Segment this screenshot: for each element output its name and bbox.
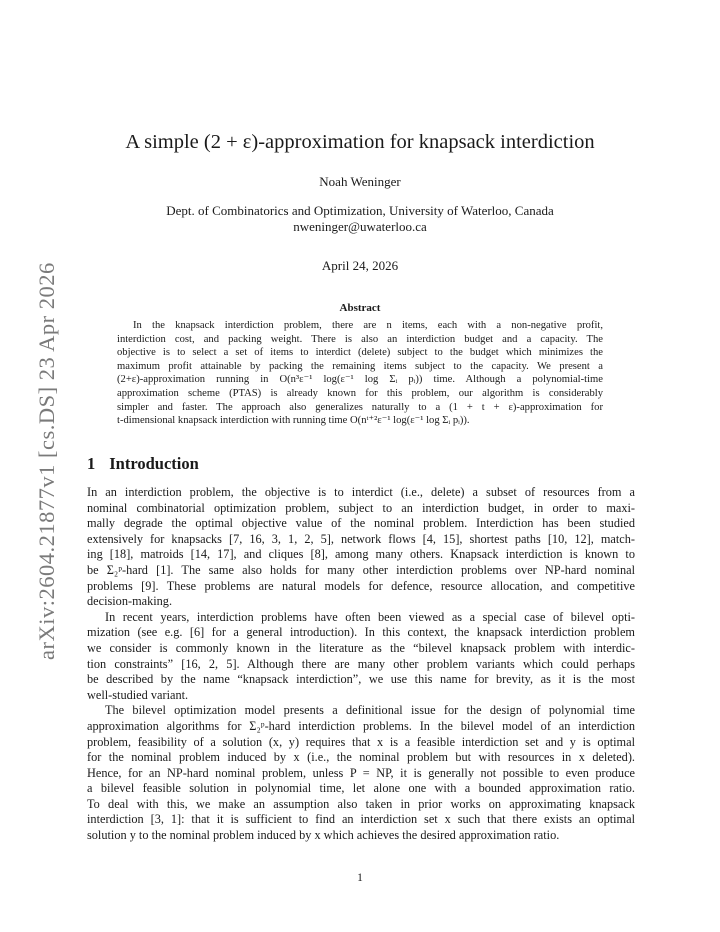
paragraph-line: mization (see e.g. [6] for a general introduction). In this context, the knapsack interdiction problem: [87, 625, 635, 640]
abstract-line: In the knapsack interdiction problem, there are n items, each with a non-negative profit,: [133, 320, 603, 331]
paragraph-line: tion constraints” [16, 2, 5]. Although there are many other problem variants which could perhaps: [87, 656, 635, 671]
paragraph-line: In recent years, interdiction problems have often been viewed as a special case of bilevel opti-: [105, 609, 635, 624]
paragraph-line: be Σ₂ᵖ-hard [1]. The same also holds for many other interdiction problems over NP-hard nominal: [87, 562, 635, 577]
paragraph-line: In an interdiction problem, the objective is to interdict (i.e., delete) a subset of resources from a: [87, 485, 635, 499]
paragraph-line: interdiction [3, 1]: that it is sufficient to find an interdiction set x such that there exists an optimal: [87, 812, 635, 827]
page-number: 1: [357, 872, 363, 884]
abstract-heading: Abstract: [339, 302, 381, 314]
paragraph-line: solution y to the nominal problem induced by x which achieves the desired approximation ratio.: [87, 828, 560, 843]
abstract-line: simpler and faster. The approach also generalizes naturally to a (1 + t + ε)-approximation for: [117, 401, 603, 413]
paragraph-line: well-studied variant.: [87, 687, 189, 702]
paragraph-line: be described by the name “knapsack interdiction”, we use this name for brevity, as it is the most: [87, 672, 635, 687]
paragraph-line: a bilevel feasible solution in polynomial time, let alone one with a bounded approximation ratio.: [87, 781, 635, 796]
abstract-line: interdiction cost, and packing weight. There is also an interdiction budget and a capacity. The: [117, 333, 603, 345]
author-name: Noah Weninger: [319, 174, 401, 189]
paragraph-line: To deal with this, we make an assumption also taken in prior works on approximating knapsack: [87, 796, 635, 811]
paragraph-line: for the nominal problem induced by x (i.e., the nominal problem but with resources in x deleted).: [87, 750, 635, 765]
section-title: Introduction: [109, 454, 199, 473]
introduction-body: [87, 485, 635, 844]
paragraph-line: extensively for knapsacks [7, 16, 3, 1, 2, 5], network flows [4, 15], shortest paths [10, 12], match-: [87, 531, 635, 546]
paragraph-line: problem, feasibility of a solution (x, y) requires that x is a feasible interdiction set and y is optimal: [87, 734, 635, 749]
paragraph-line: The bilevel optimization model presents a definitional issue for the design of polynomial time: [105, 703, 635, 718]
paragraph-line: decision-making.: [87, 594, 173, 609]
affiliation-text: Dept. of Combinatorics and Optimization, University of Waterloo, Canada: [166, 203, 554, 218]
author-affiliation: [0, 203, 720, 235]
paragraph-line: nominal combinatorial optimization problem, subject to an interdiction budget, in order to maxi-: [87, 500, 635, 515]
paper-title: A simple (2 + ε)-approximation for knapsack interdiction: [125, 131, 595, 153]
paragraph-line: we consider is commonly known in the literature as the “bilevel knapsack problem with interdic-: [87, 640, 635, 655]
paragraph-line: mally degrade the optimal objective value of the nominal problem. Interdiction has been studied: [87, 516, 635, 531]
abstract-line: t-dimensional knapsack interdiction with running time O(nᵗ⁺²ε⁻¹ log(ε⁻¹ log Σᵢ pᵢ)).: [117, 415, 470, 427]
paper-date: April 24, 2026: [321, 258, 399, 273]
abstract-line: (2+ε)-approximation running in O(n³ε⁻¹ log(ε⁻¹ log Σᵢ pᵢ)) time. Although a polynomial-time: [117, 374, 603, 386]
paragraph-line: problems [9]. These problems are natural models for defence, resource allocation, and competitive: [87, 578, 635, 593]
abstract-line: objective is to select a set of items to interdict (delete) subject to the budget which minimizes the: [117, 347, 603, 359]
paragraph-line: Hence, for an NP-hard nominal problem, unless P = NP, it is generally not possible to even produce: [87, 765, 635, 780]
abstract-line: approximation scheme (PTAS) is already known for this problem, our algorithm is considerably: [117, 387, 603, 399]
paragraph-line: ing [18], matroids [14, 17], and cliques [8], among many others. Knapsack interdiction is known to: [87, 547, 635, 562]
abstract-body: [117, 319, 603, 428]
section-number: 1: [87, 454, 96, 473]
author-email: nweninger@uwaterloo.ca: [293, 219, 427, 234]
section-heading: [87, 454, 199, 474]
abstract-line: maximum profit attainable by packing the remaining items subject to the capacity. We present a: [117, 360, 603, 372]
arxiv-identifier-stamp: arXiv:2604.21877v1 [cs.DS] 23 Apr 2026: [34, 262, 59, 660]
paragraph-line: approximation algorithms for Σ₂ᵖ-hard interdiction problems. In the bilevel model of an interdiction: [87, 718, 635, 733]
